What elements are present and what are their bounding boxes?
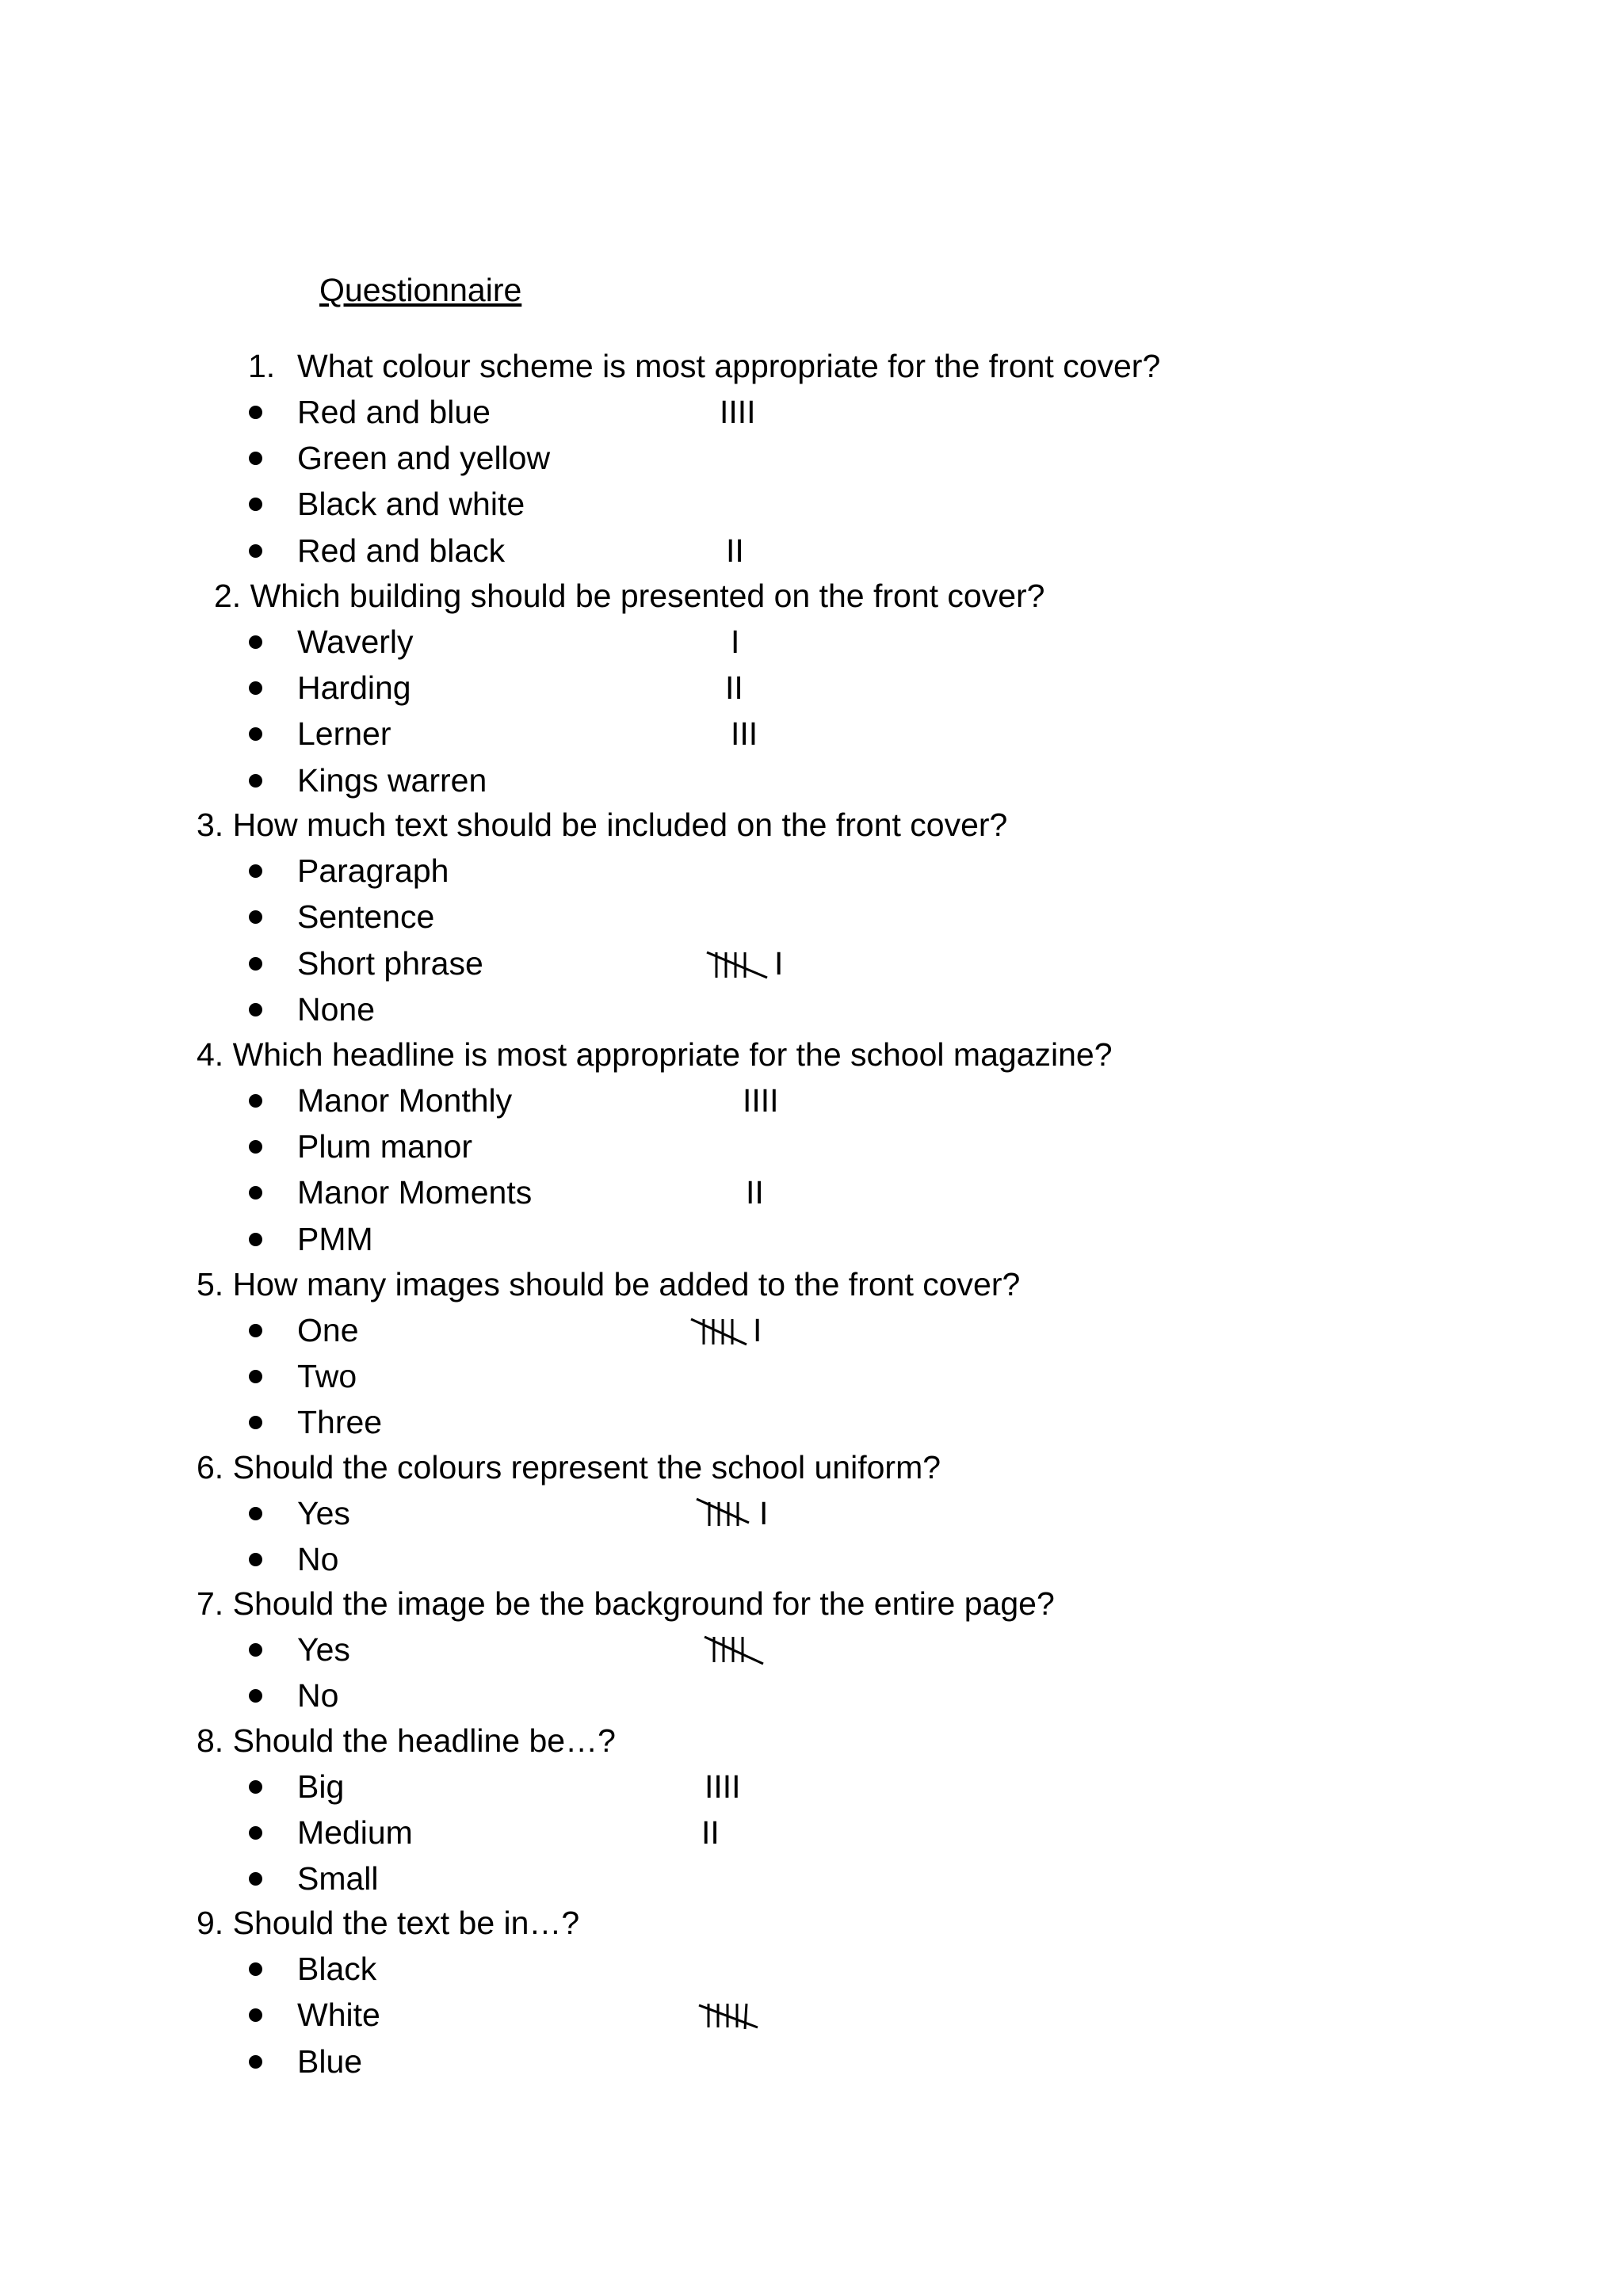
option-label: Harding <box>297 669 411 706</box>
question-text: How much text should be included on the front cover? <box>232 807 1008 843</box>
tally-marks: II <box>746 1174 764 1211</box>
question-6 <box>197 1445 941 1489</box>
question-number: 2. <box>214 578 242 614</box>
tally-marks: III <box>731 715 758 752</box>
question-number: 9. <box>197 1905 224 1941</box>
option-label: Red and black <box>297 532 506 569</box>
option-label: Lerner <box>297 715 391 752</box>
option-label: Two <box>297 1358 357 1394</box>
tally-gate-icon <box>701 1632 765 1667</box>
tally-marks: I <box>753 1312 762 1348</box>
option-label: Big <box>297 1768 345 1805</box>
option-label: Yes <box>297 1495 350 1531</box>
tally-gate-icon <box>697 1997 761 2032</box>
question-4 <box>197 1032 1113 1077</box>
option-label: No <box>297 1677 339 1714</box>
tally-gate-icon <box>688 1314 751 1349</box>
option-label: Short phrase <box>297 945 483 982</box>
option-label: PMM <box>297 1221 373 1257</box>
option-label: Red and blue <box>297 394 491 430</box>
option-label: White <box>297 1997 380 2033</box>
question-number: 7. <box>197 1585 224 1622</box>
option-label: Black and white <box>297 486 525 522</box>
tally-gate-icon <box>692 1496 755 1531</box>
option-label: Paragraph <box>297 852 449 889</box>
option-label: Yes <box>297 1631 350 1668</box>
question-number: 6. <box>197 1449 224 1486</box>
question-text: Should the headline be…? <box>232 1722 616 1759</box>
question-1 <box>248 344 1160 388</box>
option-label: Green and yellow <box>297 440 551 476</box>
option-label: Waverly <box>297 624 414 660</box>
option-label: No <box>297 1541 339 1577</box>
option-label: Manor Moments <box>297 1174 533 1211</box>
question-text: Should the image be the background for the entire page? <box>232 1585 1055 1622</box>
option-label: Blue <box>297 2043 363 2080</box>
question-text: Should the text be in…? <box>232 1905 580 1941</box>
question-9 <box>197 1901 579 1945</box>
question-number: 4. <box>197 1036 224 1073</box>
question-number: 3. <box>197 807 224 843</box>
page-title: Questionnaire <box>319 272 522 308</box>
tally-marks: II <box>701 1814 720 1851</box>
question-number: 5. <box>197 1266 224 1302</box>
question-text: Should the colours represent the school uniform? <box>232 1449 941 1486</box>
tally-marks: I <box>759 1495 769 1531</box>
option-label: One <box>297 1312 359 1348</box>
tally-marks: I <box>774 945 784 982</box>
option-label: Small <box>297 1860 379 1897</box>
tally-gate-icon <box>705 948 769 982</box>
question-text: Which building should be presented on the front cover? <box>250 578 1045 614</box>
tally-marks: II <box>726 532 744 569</box>
question-text: How many images should be added to the front cover? <box>232 1266 1021 1302</box>
option-label: Black <box>297 1951 377 1987</box>
tally-marks: IIII <box>743 1082 779 1119</box>
option-label: None <box>297 991 376 1028</box>
option-label: Manor Monthly <box>297 1082 513 1119</box>
option-label: Plum manor <box>297 1128 473 1165</box>
question-8 <box>197 1718 616 1763</box>
question-7 <box>197 1581 1055 1626</box>
question-number: 1. <box>248 348 276 384</box>
option-label: Kings warren <box>297 762 487 799</box>
option-label: Three <box>297 1404 383 1440</box>
question-5 <box>197 1262 1020 1306</box>
tally-marks: I <box>731 624 740 660</box>
question-number: 8. <box>197 1722 224 1759</box>
option-label: Sentence <box>297 898 435 935</box>
question-text: Which headline is most appropriate for the school magazine? <box>232 1036 1113 1073</box>
question-text: What colour scheme is most appropriate for the front cover? <box>297 348 1161 384</box>
question-2 <box>214 574 1044 618</box>
option-label: Medium <box>297 1814 413 1851</box>
tally-marks: IIII <box>720 394 756 430</box>
question-3 <box>197 803 1007 847</box>
tally-marks: II <box>725 669 743 706</box>
tally-marks: IIII <box>705 1768 741 1805</box>
